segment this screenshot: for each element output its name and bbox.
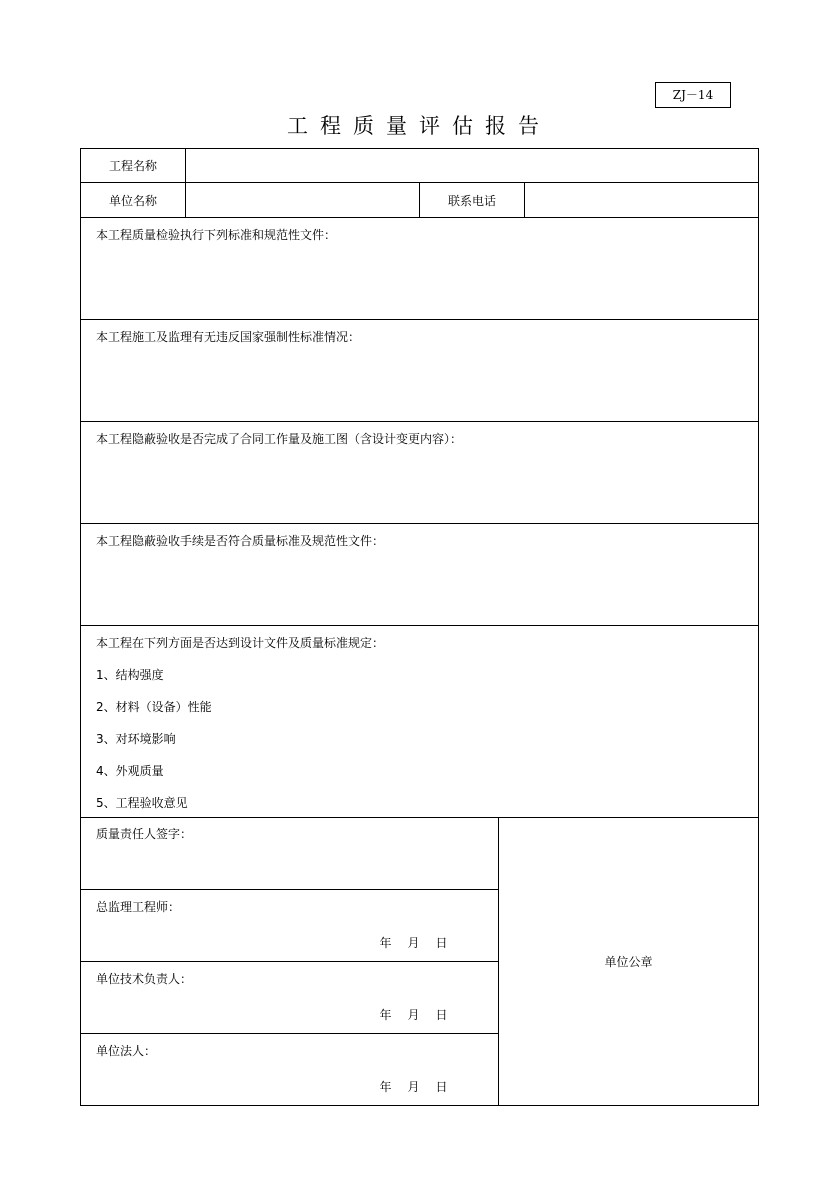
tech-leader-label: 单位技术负责人： — [96, 972, 193, 986]
page-title: 工程质量评估报告 — [287, 114, 551, 138]
unit-seal-area[interactable] — [498, 817, 759, 1106]
list-item: 4、外观质量 — [96, 764, 164, 778]
phone-label — [419, 182, 525, 218]
month-label: 月 — [407, 1080, 421, 1094]
quality-person-signature[interactable] — [80, 817, 499, 890]
month-label: 月 — [407, 1008, 421, 1022]
section-violations-text: 本工程施工及监理有无违反国家强制性标准情况： — [96, 330, 361, 344]
phone-label-text: 联系电话 — [447, 193, 496, 208]
chief-supervisor-label: 总监理工程师： — [96, 900, 181, 914]
day-label: 日 — [435, 1008, 449, 1022]
project-name-label — [80, 148, 186, 183]
list-item: 1、结构强度 — [96, 668, 164, 682]
date-line — [372, 1006, 456, 1023]
compliance-heading: 本工程在下列方面是否达到设计文件及质量标准规定： — [96, 636, 385, 650]
chief-supervisor-signature[interactable] — [80, 889, 499, 962]
section-standards[interactable] — [80, 217, 759, 320]
tech-leader-signature[interactable] — [80, 961, 499, 1034]
list-item: 3、对环境影响 — [96, 732, 176, 746]
list-item: 2、材料（设备）性能 — [96, 700, 212, 714]
year-label: 年 — [379, 1080, 393, 1094]
section-concealed-work-text: 本工程隐蔽验收是否完成了合同工作量及施工图（含设计变更内容）： — [96, 432, 463, 446]
form-code: ZJ－14 — [655, 82, 731, 108]
list-item: 5、工程验收意见 — [96, 796, 188, 810]
unit-name-label-text: 单位名称 — [108, 193, 157, 208]
year-label: 年 — [379, 936, 393, 950]
month-label: 月 — [407, 936, 421, 950]
unit-name-label — [80, 182, 186, 218]
legal-person-signature[interactable] — [80, 1033, 499, 1106]
section-compliance[interactable] — [80, 625, 759, 818]
date-line — [372, 1078, 456, 1095]
phone-field[interactable] — [524, 182, 759, 218]
year-label: 年 — [379, 1008, 393, 1022]
day-label: 日 — [435, 1080, 449, 1094]
section-standards-text: 本工程质量检验执行下列标准和规范性文件： — [96, 228, 337, 242]
section-procedures[interactable] — [80, 523, 759, 626]
legal-person-label: 单位法人： — [96, 1044, 157, 1058]
day-label: 日 — [435, 936, 449, 950]
quality-person-label: 质量责任人签字： — [96, 827, 193, 841]
project-name-label-text: 工程名称 — [108, 159, 157, 173]
unit-seal-label: 单位公章 — [604, 955, 653, 969]
date-line — [372, 934, 456, 951]
section-concealed-work[interactable] — [80, 421, 759, 524]
section-violations[interactable] — [80, 319, 759, 422]
unit-name-field[interactable] — [185, 182, 420, 218]
project-name-field[interactable] — [185, 148, 759, 183]
section-procedures-text: 本工程隐蔽验收手续是否符合质量标准及规范性文件： — [96, 534, 385, 548]
